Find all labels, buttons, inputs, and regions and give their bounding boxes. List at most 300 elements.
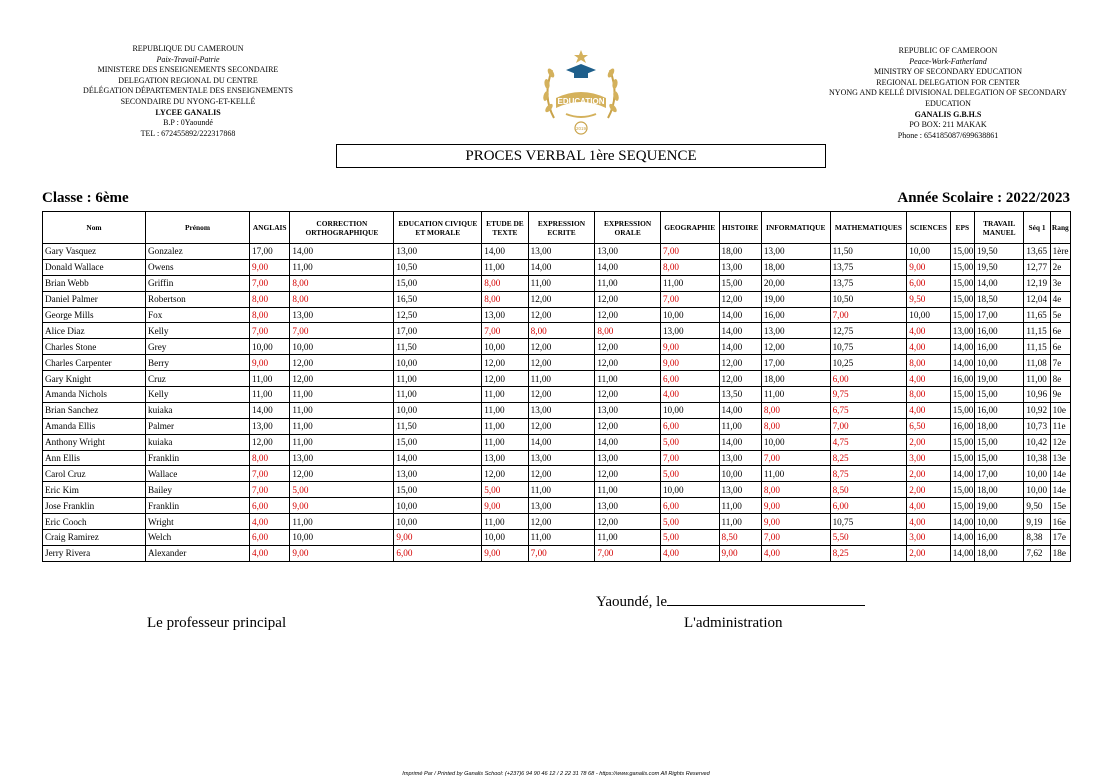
table-cell: 15,00 xyxy=(974,450,1023,466)
results-table xyxy=(42,211,1071,562)
date-blank-line xyxy=(667,593,865,606)
table-cell: kuiaka xyxy=(146,402,250,418)
table-cell: 17,00 xyxy=(974,307,1023,323)
table-cell: 13,00 xyxy=(595,402,661,418)
table-cell: 11,00 xyxy=(528,275,595,291)
table-cell: 15,00 xyxy=(394,275,482,291)
table-cell: 14,00 xyxy=(595,434,661,450)
table-cell: 5,00 xyxy=(660,434,719,450)
table-cell: 7,00 xyxy=(660,244,719,260)
table-cell: Owens xyxy=(146,259,250,275)
table-cell: 4,75 xyxy=(830,434,907,450)
table-cell: 11,00 xyxy=(482,387,528,403)
table-cell: 9,50 xyxy=(907,291,950,307)
table-cell: 10e xyxy=(1050,402,1070,418)
table-cell: 9,75 xyxy=(830,387,907,403)
table-cell: 10,00 xyxy=(482,339,528,355)
table-cell: 8,00 xyxy=(482,275,528,291)
table-cell: 12,00 xyxy=(719,291,761,307)
table-cell: 13,65 xyxy=(1024,244,1050,260)
table-cell: Robertson xyxy=(146,291,250,307)
principal-teacher-label: Le professeur principal xyxy=(147,615,287,631)
table-cell: 7,00 xyxy=(761,450,830,466)
table-cell: 14,00 xyxy=(950,530,974,546)
table-cell: 12,75 xyxy=(830,323,907,339)
table-cell: 6,00 xyxy=(250,498,290,514)
table-cell: 12,00 xyxy=(528,355,595,371)
table-cell: 12,50 xyxy=(394,307,482,323)
table-cell: 11,00 xyxy=(290,387,394,403)
header-right-line: GANALIS G.B.H.S xyxy=(914,109,982,119)
header-right-line: Phone : 654185087/699638861 xyxy=(897,130,999,140)
table-cell: 10,00 xyxy=(250,339,290,355)
logo-year: 2019 xyxy=(575,126,587,131)
table-cell: 15,00 xyxy=(394,434,482,450)
header-right-line: PO BOX: 211 MAKAK xyxy=(909,120,987,130)
table-row xyxy=(43,339,1071,355)
table-cell: 12,00 xyxy=(719,355,761,371)
table-cell: 12,77 xyxy=(1024,259,1050,275)
table-cell: 8,00 xyxy=(250,307,290,323)
date-signature-line xyxy=(596,593,865,611)
table-cell: 19,00 xyxy=(974,498,1023,514)
table-cell: 10,96 xyxy=(1024,387,1050,403)
table-row xyxy=(43,291,1071,307)
table-cell: 13,00 xyxy=(482,307,528,323)
yaounde-label: Yaoundé, le xyxy=(596,594,667,610)
column-header: Prénom xyxy=(146,212,250,244)
table-cell: 9,50 xyxy=(1024,498,1050,514)
table-cell: 11,00 xyxy=(719,498,761,514)
header-left-line: SECONDAIRE DU NYONG-ET-KELLÉ xyxy=(120,96,256,106)
table-cell: 5,00 xyxy=(660,514,719,530)
table-cell: 5e xyxy=(1050,307,1070,323)
table-cell: 15,00 xyxy=(950,387,974,403)
table-cell: 13,00 xyxy=(290,450,394,466)
table-cell: 8,00 xyxy=(761,418,830,434)
table-cell: 12,00 xyxy=(528,291,595,307)
table-cell: 14,00 xyxy=(950,339,974,355)
table-row xyxy=(43,514,1071,530)
table-cell: Jerry Rivera xyxy=(43,545,146,561)
header-left-line: TEL : 672455892/222317868 xyxy=(140,128,236,138)
table-cell: 13,00 xyxy=(595,244,661,260)
table-cell: 18,00 xyxy=(974,482,1023,498)
table-cell: 13,00 xyxy=(950,323,974,339)
table-cell: 14,00 xyxy=(719,307,761,323)
table-cell: 6,00 xyxy=(660,371,719,387)
table-cell: 7,00 xyxy=(250,275,290,291)
table-cell: 17,00 xyxy=(250,244,290,260)
table-cell: 15,00 xyxy=(719,275,761,291)
table-cell: 18,00 xyxy=(761,259,830,275)
table-cell: 11,00 xyxy=(482,259,528,275)
table-cell: 11,00 xyxy=(482,402,528,418)
table-row xyxy=(43,244,1071,260)
table-cell: 13,00 xyxy=(394,466,482,482)
table-cell: Palmer xyxy=(146,418,250,434)
table-cell: 18,00 xyxy=(974,545,1023,561)
column-header: GEOGRAPHIE xyxy=(660,212,719,244)
table-cell: 8,00 xyxy=(528,323,595,339)
table-cell: Berry xyxy=(146,355,250,371)
table-cell: 9,00 xyxy=(250,259,290,275)
table-cell: Grey xyxy=(146,339,250,355)
table-cell: 14e xyxy=(1050,482,1070,498)
table-cell: Craig Ramirez xyxy=(43,530,146,546)
table-cell: Alexander xyxy=(146,545,250,561)
column-header: Nom xyxy=(43,212,146,244)
table-cell: 12,00 xyxy=(595,307,661,323)
table-cell: 10,00 xyxy=(290,339,394,355)
table-cell: 12,00 xyxy=(719,371,761,387)
table-cell: Donald Wallace xyxy=(43,259,146,275)
table-cell: 8,00 xyxy=(907,355,950,371)
table-cell: kuiaka xyxy=(146,434,250,450)
column-header: EPS xyxy=(950,212,974,244)
table-cell: Carol Cruz xyxy=(43,466,146,482)
table-cell: 11,00 xyxy=(595,482,661,498)
table-cell: 11,00 xyxy=(761,387,830,403)
table-cell: 6,00 xyxy=(830,498,907,514)
table-cell: 11,50 xyxy=(830,244,907,260)
table-cell: 11e xyxy=(1050,418,1070,434)
table-cell: 12,00 xyxy=(528,418,595,434)
table-cell: 2,00 xyxy=(907,466,950,482)
column-header: HISTOIRE xyxy=(719,212,761,244)
table-cell: 12,00 xyxy=(528,466,595,482)
table-cell: 13,00 xyxy=(528,450,595,466)
header-left-line: LYCEE GANALIS xyxy=(155,107,221,117)
table-cell: 11,00 xyxy=(595,275,661,291)
table-cell: 11,08 xyxy=(1024,355,1050,371)
table-cell: 6,00 xyxy=(394,545,482,561)
table-cell: 18,00 xyxy=(719,244,761,260)
table-cell: 7,00 xyxy=(290,323,394,339)
table-cell: 9,00 xyxy=(482,545,528,561)
table-row xyxy=(43,387,1071,403)
table-cell: 8,00 xyxy=(482,291,528,307)
table-cell: 14,00 xyxy=(528,259,595,275)
table-cell: 5,00 xyxy=(290,482,394,498)
table-cell: 13,00 xyxy=(719,482,761,498)
table-cell: 10,00 xyxy=(394,355,482,371)
table-cell: 13,00 xyxy=(761,244,830,260)
table-cell: 13,50 xyxy=(719,387,761,403)
table-cell: 13,00 xyxy=(528,402,595,418)
header-left-line: Paix-Travail-Patrie xyxy=(156,54,220,64)
table-cell: 15,00 xyxy=(950,450,974,466)
table-row xyxy=(43,402,1071,418)
table-cell: 9,00 xyxy=(761,498,830,514)
table-cell: 12,19 xyxy=(1024,275,1050,291)
table-cell: 15e xyxy=(1050,498,1070,514)
column-header: ANGLAIS xyxy=(250,212,290,244)
table-cell: 7,00 xyxy=(250,482,290,498)
table-cell: 12,00 xyxy=(528,514,595,530)
table-body xyxy=(43,244,1071,562)
table-cell: 13,00 xyxy=(595,498,661,514)
table-cell: 4,00 xyxy=(907,371,950,387)
table-cell: Wright xyxy=(146,514,250,530)
table-cell: 11,00 xyxy=(250,371,290,387)
table-cell: 19,00 xyxy=(974,371,1023,387)
table-cell: 12,00 xyxy=(290,466,394,482)
table-cell: Franklin xyxy=(146,498,250,514)
table-cell: 12,00 xyxy=(595,355,661,371)
table-cell: 9,00 xyxy=(761,514,830,530)
table-cell: 12,00 xyxy=(482,371,528,387)
table-cell: 2,00 xyxy=(907,434,950,450)
table-cell: 9,19 xyxy=(1024,514,1050,530)
table-cell: 14,00 xyxy=(290,244,394,260)
table-cell: Jose Franklin xyxy=(43,498,146,514)
table-cell: 5,00 xyxy=(660,530,719,546)
table-cell: 4,00 xyxy=(907,402,950,418)
page-title: PROCES VERBAL 1ère SEQUENCE xyxy=(336,144,826,168)
table-cell: 16,00 xyxy=(761,307,830,323)
table-cell: 13,00 xyxy=(761,323,830,339)
table-cell: 8,50 xyxy=(830,482,907,498)
table-cell: 9,00 xyxy=(250,355,290,371)
table-row xyxy=(43,355,1071,371)
table-cell: 9,00 xyxy=(719,545,761,561)
table-cell: 18,50 xyxy=(974,291,1023,307)
table-cell: 17e xyxy=(1050,530,1070,546)
header-right-line: NYONG AND KELLÉ DIVISIONAL DELEGATION OF SECONDARY xyxy=(829,88,1067,98)
table-cell: 19,00 xyxy=(761,291,830,307)
table-cell: 9e xyxy=(1050,387,1070,403)
table-cell: Bailey xyxy=(146,482,250,498)
table-cell: 11,00 xyxy=(1024,371,1050,387)
table-cell: 12,00 xyxy=(482,466,528,482)
table-cell: 11,00 xyxy=(528,530,595,546)
table-cell: 13,00 xyxy=(719,450,761,466)
table-cell: 7,00 xyxy=(250,323,290,339)
table-cell: 12,00 xyxy=(595,291,661,307)
table-cell: 8,00 xyxy=(660,259,719,275)
table-cell: 7,00 xyxy=(250,466,290,482)
table-cell: 8,00 xyxy=(761,402,830,418)
table-cell: 9,00 xyxy=(394,530,482,546)
table-cell: 6,00 xyxy=(907,275,950,291)
header-left-line: DELEGATION REGIONAL DU CENTRE xyxy=(118,75,258,85)
header-left-line: B.P : 0Yaoundé xyxy=(163,118,213,128)
table-cell: 8,00 xyxy=(250,450,290,466)
table-cell: 4,00 xyxy=(761,545,830,561)
table-cell: 4,00 xyxy=(907,323,950,339)
table-cell: 17,00 xyxy=(974,466,1023,482)
table-cell: 10,38 xyxy=(1024,450,1050,466)
table-cell: Daniel Palmer xyxy=(43,291,146,307)
table-cell: 16,00 xyxy=(950,371,974,387)
table-cell: 11,00 xyxy=(719,418,761,434)
table-cell: 10,00 xyxy=(394,402,482,418)
table-row xyxy=(43,371,1071,387)
table-cell: 11,00 xyxy=(394,371,482,387)
header-right-line: MINISTRY OF SECONDARY EDUCATION xyxy=(873,67,1023,77)
table-cell: 8,00 xyxy=(290,275,394,291)
table-cell: 14e xyxy=(1050,466,1070,482)
table-cell: 19,50 xyxy=(974,244,1023,260)
table-cell: 3e xyxy=(1050,275,1070,291)
table-cell: 10,00 xyxy=(907,307,950,323)
table-cell: 9,00 xyxy=(660,355,719,371)
table-cell: 5,50 xyxy=(830,530,907,546)
table-cell: 11,00 xyxy=(660,275,719,291)
table-row xyxy=(43,466,1071,482)
table-cell: 8,38 xyxy=(1024,530,1050,546)
table-cell: 9,00 xyxy=(907,259,950,275)
school-year-label: Année Scolaire : 2022/2023 xyxy=(897,190,1070,206)
column-header: CORRECTION ORTHOGRAPHIQUE xyxy=(290,212,394,244)
header-right-english xyxy=(820,46,1076,141)
table-cell: 12,00 xyxy=(528,387,595,403)
table-cell: 6e xyxy=(1050,323,1070,339)
table-cell: 14,00 xyxy=(950,545,974,561)
header-right-line: Peace-Work-Fatherland xyxy=(909,56,987,66)
administration-label: L'administration xyxy=(684,615,783,631)
column-header: ETUDE DE TEXTE xyxy=(482,212,528,244)
table-cell: 11,00 xyxy=(528,482,595,498)
table-cell: 14,00 xyxy=(950,466,974,482)
table-cell: Welch xyxy=(146,530,250,546)
table-cell: 12,00 xyxy=(290,371,394,387)
table-cell: 8,00 xyxy=(595,323,661,339)
table-cell: 6,75 xyxy=(830,402,907,418)
table-cell: 13,00 xyxy=(660,323,719,339)
column-header: Rang xyxy=(1050,212,1070,244)
column-header: TRAVAIL MANUEL xyxy=(974,212,1023,244)
header-left-line: MINISTERE DES ENSEIGNEMENTS SECONDAIRE xyxy=(97,65,279,75)
table-cell: 10,00 xyxy=(1024,482,1050,498)
table-cell: 15,00 xyxy=(950,259,974,275)
table-cell: 10,00 xyxy=(394,514,482,530)
table-cell: 12,00 xyxy=(595,514,661,530)
table-cell: 14,00 xyxy=(719,339,761,355)
table-cell: 13,75 xyxy=(830,275,907,291)
table-cell: Gonzalez xyxy=(146,244,250,260)
table-cell: 10,00 xyxy=(974,514,1023,530)
table-cell: 6,00 xyxy=(250,530,290,546)
table-cell: Charles Stone xyxy=(43,339,146,355)
table-cell: 15,00 xyxy=(950,434,974,450)
table-cell: 11,00 xyxy=(482,514,528,530)
header-left-line: DÉLÉGATION DÉPARTEMENTALE DES ENSEIGNEMENTS xyxy=(83,86,293,96)
table-cell: 10,50 xyxy=(830,291,907,307)
table-cell: 4,00 xyxy=(660,387,719,403)
table-cell: 14,00 xyxy=(719,323,761,339)
table-row xyxy=(43,498,1071,514)
table-cell: 6e xyxy=(1050,339,1070,355)
table-cell: 13,00 xyxy=(250,418,290,434)
table-cell: 10,42 xyxy=(1024,434,1050,450)
table-row xyxy=(43,307,1071,323)
table-cell: 8,50 xyxy=(719,530,761,546)
table-cell: 9,00 xyxy=(482,498,528,514)
table-cell: 10,00 xyxy=(660,482,719,498)
table-cell: 9,00 xyxy=(660,339,719,355)
table-cell: 10,75 xyxy=(830,339,907,355)
header-right-line: REPUBLIC OF CAMEROON xyxy=(898,46,998,55)
table-cell: 16,00 xyxy=(974,402,1023,418)
logo-text: EDUCATION xyxy=(557,97,605,106)
table-cell: Gary Vasquez xyxy=(43,244,146,260)
table-cell: 9,00 xyxy=(290,545,394,561)
table-header-row xyxy=(43,212,1071,244)
table-row xyxy=(43,275,1071,291)
table-cell: Brian Webb xyxy=(43,275,146,291)
print-footer: Imprimé Par / Printed by Ganalis School: (+237)6 94 90 46 12 / 2 22 31 78 68 - https://www.ganalis.com All Rights Reserved xyxy=(402,771,710,777)
header-left-french xyxy=(60,44,316,139)
table-cell: 10,00 xyxy=(1024,466,1050,482)
column-header: Séq 1 xyxy=(1024,212,1050,244)
table-cell: 13,00 xyxy=(595,450,661,466)
table-row xyxy=(43,450,1071,466)
table-cell: 6,50 xyxy=(907,418,950,434)
column-header: MATHEMATIQUES xyxy=(830,212,907,244)
table-cell: 14,00 xyxy=(950,355,974,371)
table-cell: 12,00 xyxy=(528,307,595,323)
table-cell: 11,50 xyxy=(394,339,482,355)
table-cell: 11,00 xyxy=(290,514,394,530)
table-cell: 1ère xyxy=(1050,244,1070,260)
table-cell: Fox xyxy=(146,307,250,323)
table-row xyxy=(43,530,1071,546)
table-cell: 17,00 xyxy=(394,323,482,339)
table-cell: 7,62 xyxy=(1024,545,1050,561)
table-cell: 11,00 xyxy=(290,402,394,418)
table-cell: 12,00 xyxy=(595,339,661,355)
table-cell: 15,00 xyxy=(950,244,974,260)
column-header: EXPRESSION ECRITE xyxy=(528,212,595,244)
table-cell: 13,00 xyxy=(394,244,482,260)
column-header: EXPRESSION ORALE xyxy=(595,212,661,244)
table-cell: 12e xyxy=(1050,434,1070,450)
table-cell: Alice Diaz xyxy=(43,323,146,339)
table-cell: Wallace xyxy=(146,466,250,482)
table-cell: 18,00 xyxy=(761,371,830,387)
table-cell: 12,00 xyxy=(482,355,528,371)
table-cell: 7,00 xyxy=(595,545,661,561)
table-cell: 4,00 xyxy=(907,498,950,514)
table-cell: 16,00 xyxy=(974,339,1023,355)
table-cell: 11,50 xyxy=(394,418,482,434)
table-cell: Eric Kim xyxy=(43,482,146,498)
table-row xyxy=(43,482,1071,498)
table-cell: 4,00 xyxy=(660,545,719,561)
table-cell: 7,00 xyxy=(482,323,528,339)
table-cell: Kelly xyxy=(146,387,250,403)
table-cell: 12,00 xyxy=(528,339,595,355)
table-cell: Eric Cooch xyxy=(43,514,146,530)
table-cell: 10,73 xyxy=(1024,418,1050,434)
table-cell: Kelly xyxy=(146,323,250,339)
table-cell: 14,00 xyxy=(394,450,482,466)
table-cell: 7,00 xyxy=(528,545,595,561)
table-row xyxy=(43,434,1071,450)
table-cell: 11,00 xyxy=(290,259,394,275)
table-cell: 17,00 xyxy=(761,355,830,371)
table-cell: 11,00 xyxy=(719,514,761,530)
table-cell: Cruz xyxy=(146,371,250,387)
table-cell: 15,00 xyxy=(950,275,974,291)
table-cell: 10,00 xyxy=(660,307,719,323)
table-cell: 4e xyxy=(1050,291,1070,307)
table-cell: 8,75 xyxy=(830,466,907,482)
table-cell: Amanda Nichols xyxy=(43,387,146,403)
table-cell: 11,00 xyxy=(595,371,661,387)
